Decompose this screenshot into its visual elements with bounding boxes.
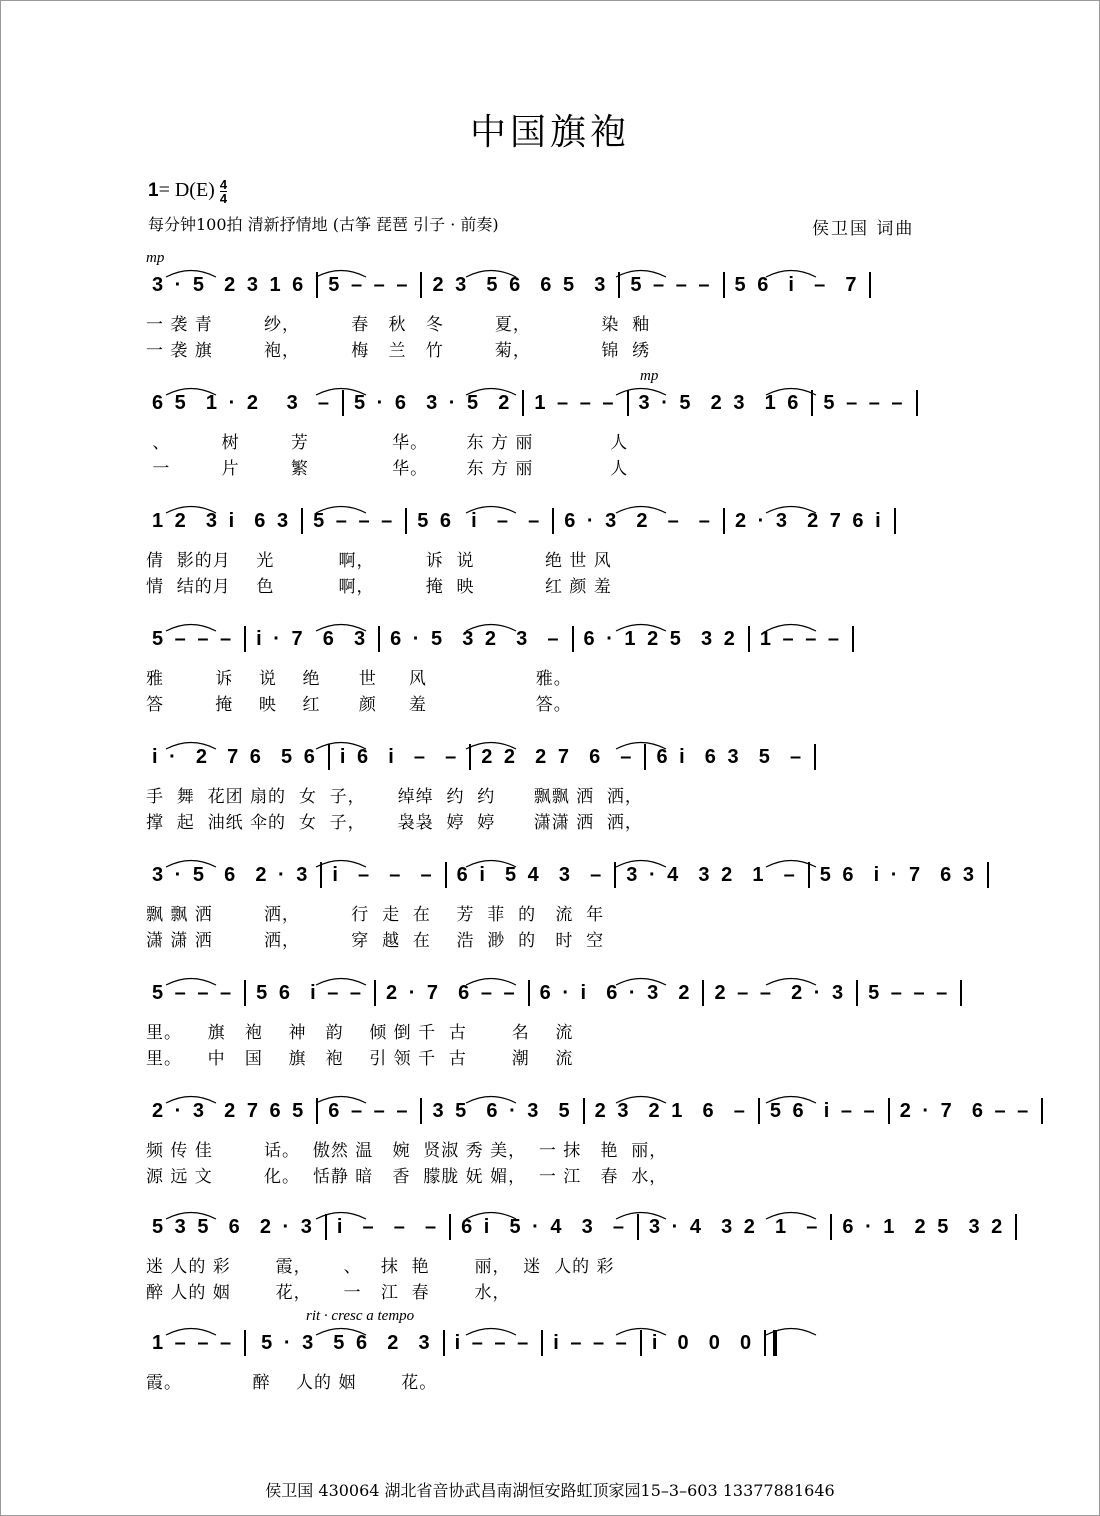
barline (325, 1214, 327, 1240)
barline (614, 862, 616, 888)
lyric-verse-2: 答 掩 映 红 颜 羞 答。 (146, 695, 572, 715)
measure: 6 i 6 3 5 – (656, 745, 805, 768)
measure: 2 · 7 6 – – (386, 981, 518, 1004)
lyric-verse-2: 潇 潇 洒 洒， 穿 越 在 浩 渺 的 时 空 (146, 931, 605, 951)
measure: 2 · 3 2 7 6 i (734, 509, 884, 532)
measure: 5 6 i – – (769, 1099, 878, 1122)
measure: 5 – – – (152, 981, 235, 1004)
notation-row (146, 744, 936, 770)
barline (420, 272, 422, 298)
measure: 5 – – – (313, 509, 396, 532)
barline (316, 272, 318, 298)
dynamic-marking: rit · cresc a tempo (306, 1308, 415, 1324)
barline (644, 744, 646, 770)
measure: i · 2 7 6 5 6 (152, 745, 318, 768)
notation-row (146, 1098, 1032, 1124)
measure: i 6 i – – (339, 745, 460, 768)
barline (522, 390, 524, 416)
measure: 5 3 5 6 2 · 3 (152, 1215, 315, 1238)
barline (869, 272, 871, 298)
measure: 5 6 i – – (417, 509, 543, 532)
measure: 6 · 1 2 5 3 2 (583, 627, 738, 650)
measure: 3 · 5 2 3 1 6 (638, 391, 802, 414)
barline (583, 1098, 585, 1124)
lyric-verse-1: 一 袭 青 纱， 春 秋 冬 夏， 染 釉 (146, 315, 651, 335)
measure: 5 · 3 5 6 2 3 (261, 1331, 433, 1354)
measure: i – – – (336, 1215, 440, 1238)
measure: 5 – – – (868, 981, 951, 1004)
barline (420, 1098, 422, 1124)
barline (916, 390, 918, 416)
author-credit: 侯卫国 词曲 (812, 219, 915, 239)
measure: 6 · 3 2 – – (564, 509, 713, 532)
barline (342, 390, 344, 416)
dynamic-marking: mp (146, 250, 165, 266)
lyric-verse-1: 飘 飘 洒 洒， 行 走 在 芳 菲 的 流 年 (146, 905, 605, 925)
measure: 6 i 5 · 4 3 – (461, 1215, 627, 1238)
lyric-verse-1: 霞。 醉 人的 姻 花。 (146, 1373, 438, 1393)
barline (552, 508, 554, 534)
barline (748, 626, 750, 652)
time-signature (220, 178, 227, 205)
measure: 3 · 5 6 2 · 3 (152, 863, 311, 886)
measure: 5 – – – (630, 273, 713, 296)
time-top: 4 (219, 177, 228, 192)
barline (572, 626, 574, 652)
measure: 5 6 i · 7 6 3 (819, 863, 977, 886)
barline (301, 508, 303, 534)
barline (960, 980, 962, 1006)
measure: 1 – – – (534, 391, 617, 414)
lyric-verse-2: 一 片 繁 华。 东 方 丽 人 (146, 459, 629, 479)
measure: 2 3 2 1 6 – (594, 1099, 748, 1122)
key-one: 1 (148, 180, 159, 202)
measure: i · 7 6 3 (256, 627, 369, 650)
notation-row (146, 862, 977, 888)
lyric-verse-1: 手 舞 花团 扇的 女 子， 绰绰 约 约 飘飘 洒 洒， (146, 787, 643, 807)
barline (637, 1214, 639, 1240)
lyric-verse-1: 迷 人的 彩 霞， 、 抹 艳 丽， 迷 人的 彩 (146, 1257, 615, 1277)
notation-row (146, 980, 951, 1006)
barline (328, 744, 330, 770)
measure: 2 2 2 7 6 – (481, 745, 635, 768)
lyric-verse-2: 醉 人的 姻 花， 一 江 春 水， (146, 1283, 511, 1303)
barline (378, 626, 380, 652)
barline (830, 1214, 832, 1240)
lyric-verse-2: 一 袭 旗 袍， 梅 兰 竹 菊， 锦 绣 (146, 341, 651, 361)
measure: i – – – (454, 1331, 532, 1354)
measure: 5 – – – (823, 391, 906, 414)
barline (528, 980, 530, 1006)
time-bottom: 4 (219, 191, 228, 206)
barline (449, 1214, 451, 1240)
barline (244, 626, 246, 652)
measure: 5 – – – (152, 627, 235, 650)
barline (811, 390, 813, 416)
barline (541, 1330, 543, 1356)
measure: 5 · 6 3 · 5 2 (353, 391, 513, 414)
measure: 6 · i 6 · 3 2 (539, 981, 693, 1004)
measure: 3 · 4 3 2 1 – (626, 863, 798, 886)
measure: 2 · 3 2 7 6 5 (152, 1099, 307, 1122)
lyric-verse-1: 里。 旗 袍 神 韵 倾 倒 千 古 名 流 (146, 1023, 574, 1043)
measure: 1 2 3 i 6 3 (152, 509, 292, 532)
barline (723, 508, 725, 534)
lyric-verse-2: 撑 起 油纸 伞的 女 子， 袅袅 婷 婷 潇潇 洒 洒， (146, 813, 643, 833)
measure: 3 · 5 2 3 1 6 (152, 273, 307, 296)
barline (987, 862, 989, 888)
notation-row (146, 1214, 1006, 1240)
measure: 6 i 5 4 3 – (456, 863, 605, 886)
barline (764, 1330, 777, 1356)
tempo-marking: 每分钟100拍 清新抒情地 (古筝 琵琶 引子 · 前奏) (148, 215, 499, 234)
lyric-verse-1: 、 树 芳 华。 东 方 丽 人 (146, 433, 629, 453)
barline (445, 862, 447, 888)
measure: 3 · 4 3 2 1 – (648, 1215, 821, 1238)
notation-row (146, 272, 936, 298)
lyric-verse-1: 雅 诉 说 绝 世 风 雅。 (146, 669, 572, 689)
key-rest: = D(E) (158, 179, 215, 202)
measure: 5 6 i – 7 (734, 273, 860, 296)
lyric-verse-1: 频 传 佳 话。 傲然 温 婉 贤淑 秀 美， 一 抹 艳 丽， (146, 1141, 668, 1161)
measure: 1 – – – (759, 627, 842, 650)
key-signature (148, 178, 227, 205)
measure: 6 · 5 3 2 3 – (390, 627, 562, 650)
barline (723, 272, 725, 298)
notation-row (146, 508, 936, 534)
barline (1041, 1098, 1043, 1124)
measure: 2 · 7 6 – – (899, 1099, 1032, 1122)
barline (618, 272, 620, 298)
barline (405, 508, 407, 534)
lyric-verse-1: 倩 影的月 光 啊， 诉 说 绝 世 风 (146, 551, 612, 571)
measure: 2 3 5 6 6 5 3 (432, 273, 609, 296)
measure: 5 – – – (328, 273, 411, 296)
barline (244, 980, 246, 1006)
measure: i 0 0 0 (651, 1331, 755, 1354)
notation-row (146, 1330, 936, 1356)
measure: i – – – (553, 1331, 630, 1354)
lyric-verse-2: 里。 中 国 旗 袍 引 领 千 古 潮 流 (146, 1049, 574, 1069)
measure: 5 6 i – – (256, 981, 365, 1004)
barline (702, 980, 704, 1006)
barline (814, 744, 816, 770)
barline (443, 1330, 445, 1356)
dynamic-marking: mp (640, 368, 659, 384)
barline (894, 508, 896, 534)
barline (888, 1098, 890, 1124)
measure: 6 · 1 2 5 3 2 (842, 1215, 1006, 1238)
song-title: 中国旗袍 (469, 112, 630, 153)
barline (627, 390, 629, 416)
footer-contact: 侯卫国 430064 湖北省音协武昌南湖恒安路虹顶家园15–3–603 13377881646 (265, 1481, 835, 1500)
barline (320, 862, 322, 888)
measure: 3 5 6 · 3 5 (432, 1099, 573, 1122)
notation-row (146, 626, 936, 652)
barline (316, 1098, 318, 1124)
measure: 6 – – – (328, 1099, 411, 1122)
measure: 1 – – – (152, 1331, 235, 1354)
barline (808, 862, 810, 888)
barline (758, 1098, 760, 1124)
barline (852, 626, 854, 652)
barline (640, 1330, 642, 1356)
barline (469, 744, 471, 770)
lyric-verse-2: 源 远 文 化。 恬静 暗 香 朦胧 妩 媚， 一 江 春 水， (146, 1167, 668, 1187)
notation-row (146, 390, 936, 416)
barline (244, 1330, 251, 1356)
barline (1015, 1214, 1017, 1240)
measure: 2 – – 2 · 3 (714, 981, 847, 1004)
barline (374, 980, 376, 1006)
barline (856, 980, 858, 1006)
measure: i – – – (332, 863, 435, 886)
lyric-verse-2: 情 结的月 色 啊， 掩 映 红 颜 羞 (146, 577, 612, 597)
measure: 6 5 1 · 2 3 – (152, 391, 332, 414)
